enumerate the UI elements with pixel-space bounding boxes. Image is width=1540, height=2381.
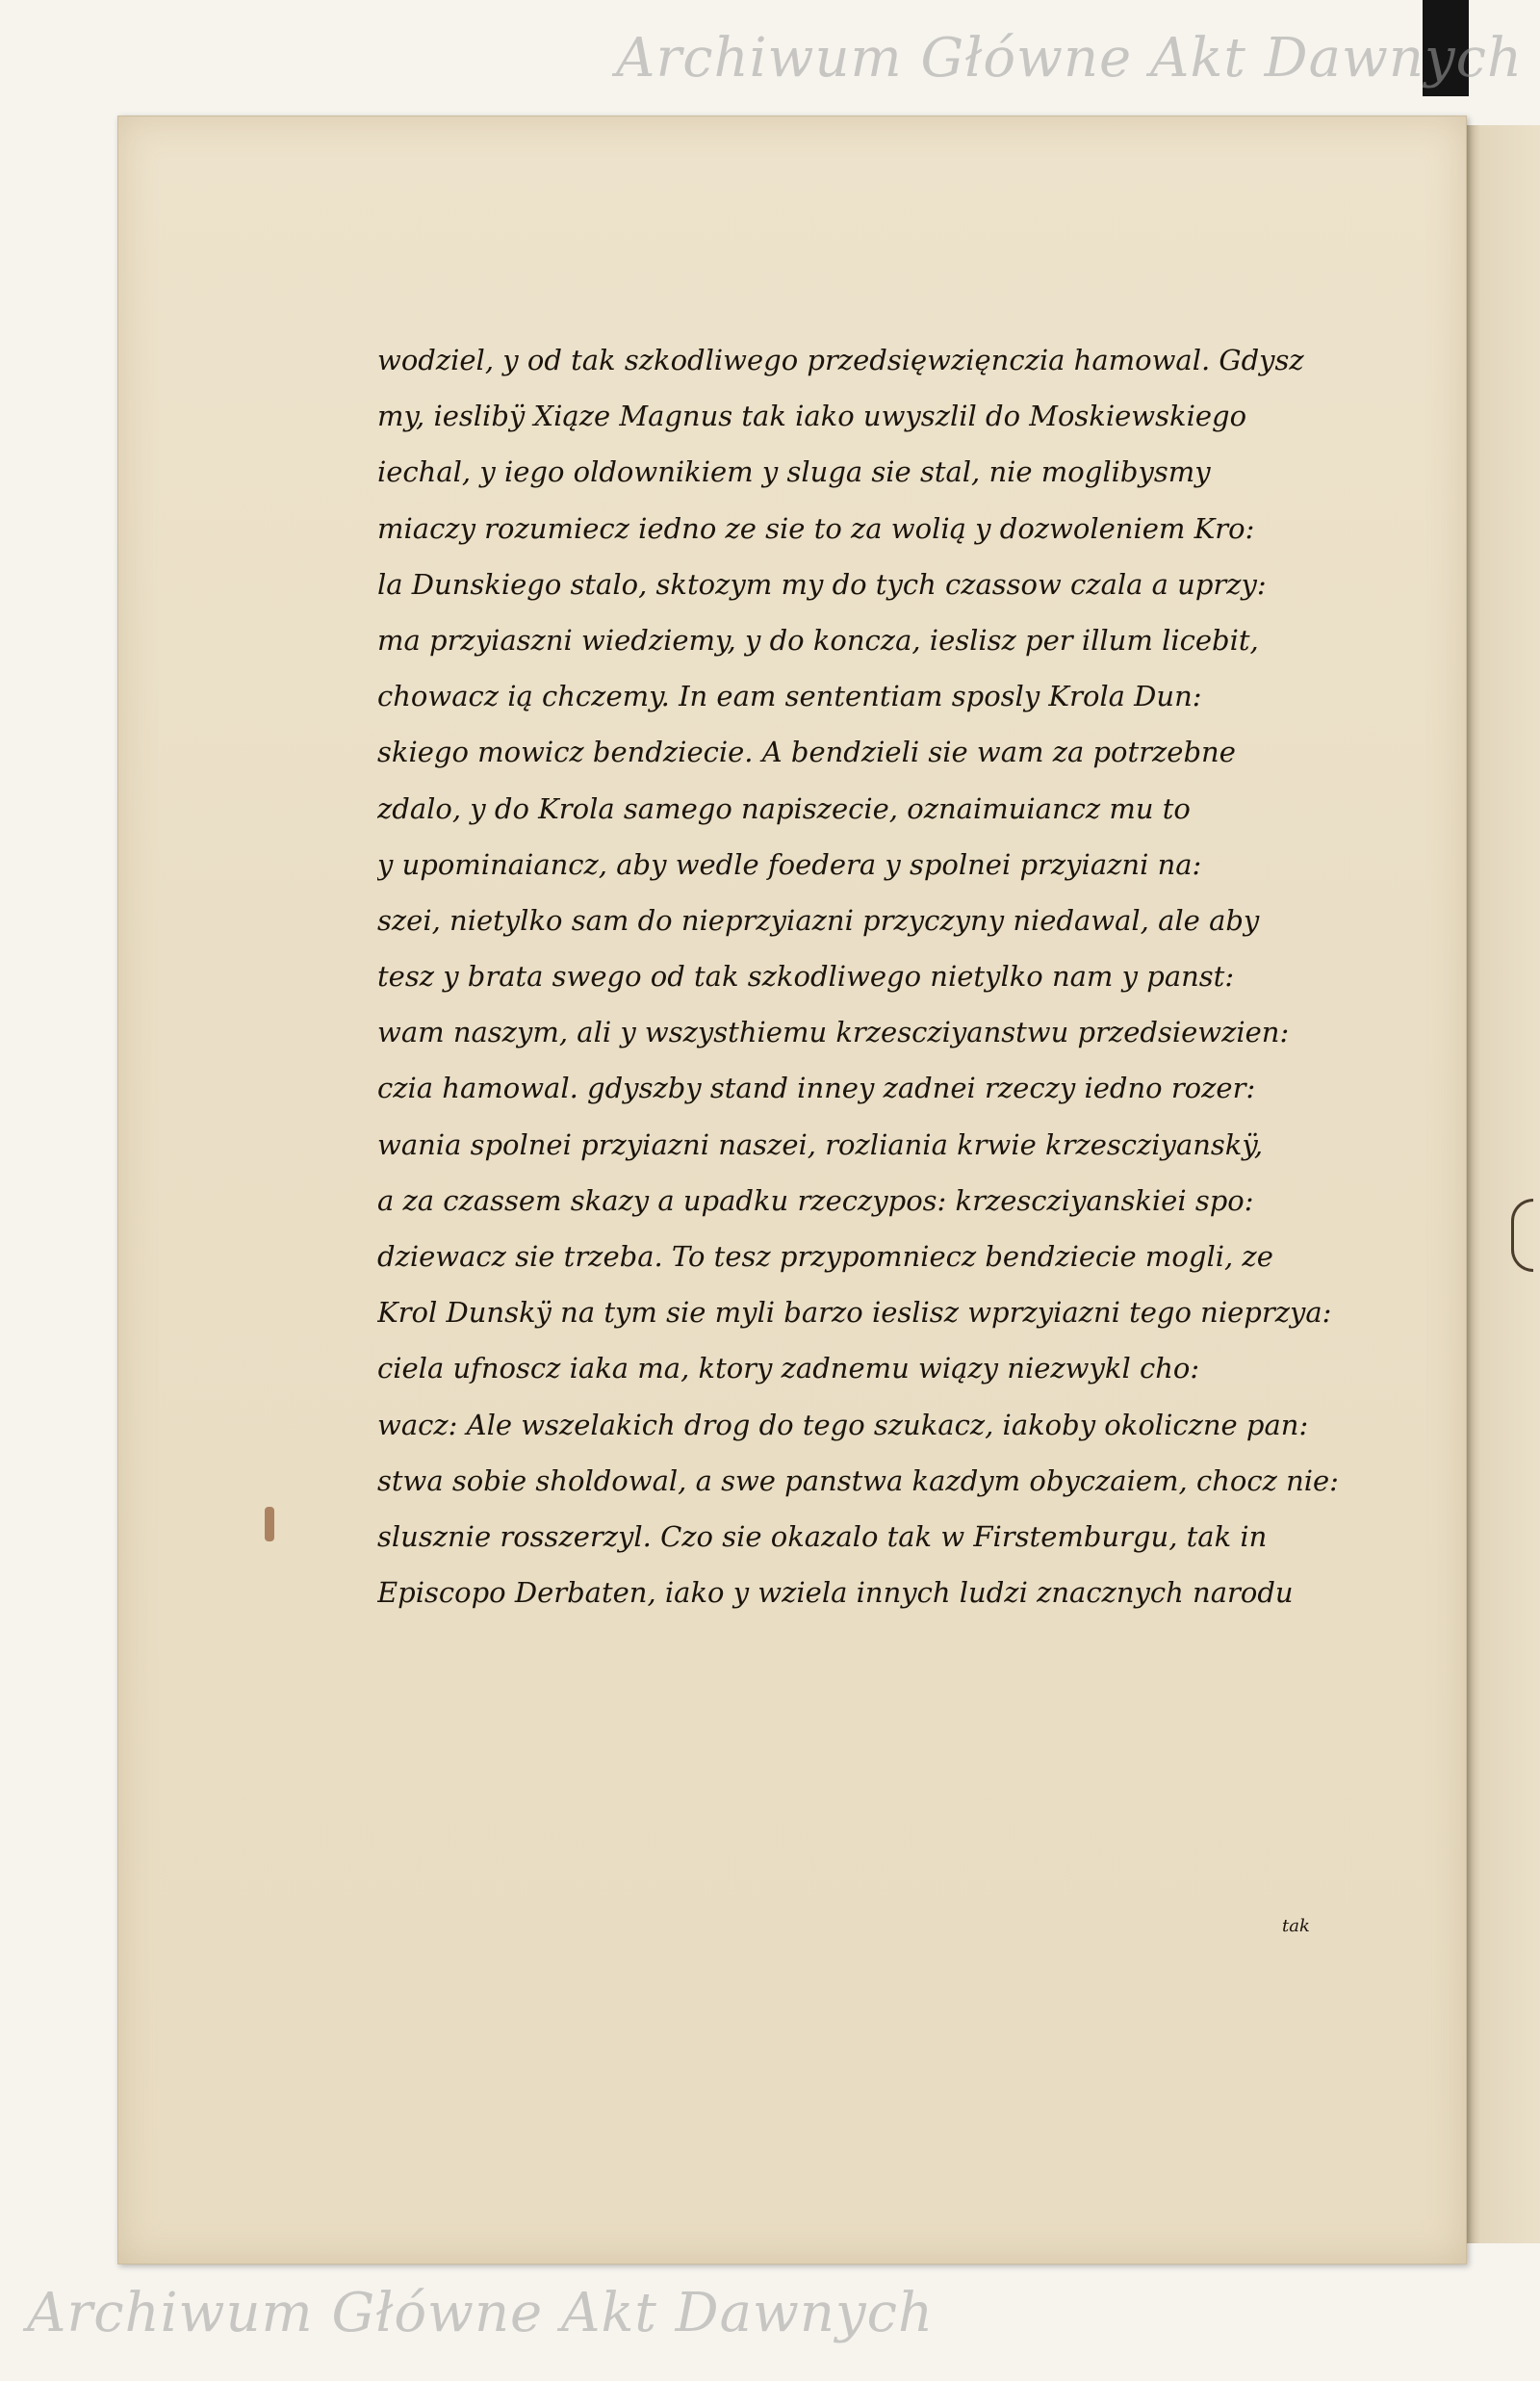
manuscript-text xyxy=(377,332,1388,1620)
text-line: stwa sobie sholdowal, a swe panstwa kazdym obyczaiem, chocz nie: xyxy=(377,1463,1339,1497)
text-line: wacz: Ale wszelakich drog do tego szukacz, iakoby okoliczne pan: xyxy=(377,1408,1309,1441)
text-line: Krol Dunskÿ na tym sie myli barzo ieslisz wprzyiazni tego nieprzya: xyxy=(377,1296,1332,1330)
text-line: my, ieslibÿ Xiąze Magnus tak iako uwyszlil do Moskiewskiego xyxy=(377,400,1247,433)
text-line: zdalo, y do Krola samego napiszecie, oznaimuiancz mu to xyxy=(377,791,1191,825)
text-line: Episcopo Derbaten, iako y wziela innych ludzi znacznych narodu xyxy=(377,1576,1294,1610)
text-line: ciela ufnoscz iaka ma, ktory zadnemu wiązy niezwykl cho: xyxy=(377,1352,1200,1385)
watermark-bottom: Archiwum Główne Akt Dawnych xyxy=(27,2282,935,2344)
text-line: slusznie rosszerzyl. Czo sie okazalo tak w Firstemburgu, tak in xyxy=(377,1519,1268,1553)
text-line: chowacz ią chczemy. In eam sententiam sposly Krola Dun: xyxy=(377,680,1202,713)
text-line: wodziel, y od tak szkodliwego przedsięwzięnczia hamowal. Gdysz xyxy=(377,344,1304,376)
text-line: a za czassem skazy a upadku rzeczypos: krzescziyanskiei spo: xyxy=(377,1183,1254,1217)
text-line: tesz y brata swego od tak szkodliwego nietylko nam y panst: xyxy=(377,960,1235,994)
ink-stain xyxy=(265,1507,274,1541)
text-line: la Dunskiego stalo, sktozym my do tych czassow czala a uprzy: xyxy=(377,567,1267,601)
text-line: wania spolnei przyiazni naszei, rozliania krwie krzescziyanskÿ, xyxy=(377,1127,1264,1161)
catchword: tak xyxy=(1282,1916,1310,1936)
text-line: miaczy rozumiecz iedno ze sie to za wolią y dozwoleniem Kro: xyxy=(377,511,1255,545)
text-line: dziewacz sie trzeba. To tesz przypomniecz bendziecie mogli, ze xyxy=(377,1240,1273,1273)
text-line: czia hamowal. gdyszby stand inney zadnei rzeczy iedno rozer: xyxy=(377,1072,1256,1105)
watermark-top: Archiwum Główne Akt Dawnych xyxy=(616,27,1524,90)
text-line: y upominaiancz, aby wedle foedera y spolnei przyiazni na: xyxy=(377,847,1202,881)
text-line: ma przyiaszni wiedziemy, y do koncza, ieslisz per illum licebit, xyxy=(377,623,1259,657)
text-line: wam naszym, ali y wszysthiemu krzescziyanstwu przedsiewzien: xyxy=(377,1016,1290,1049)
text-line: iechal, y iego oldownikiem y sluga sie stal, nie moglibysmy xyxy=(377,455,1211,489)
text-line: szei, nietylko sam do nieprzyiazni przyczyny niedawal, ale aby xyxy=(377,903,1260,937)
text-line: skiego mowicz bendziecie. A bendzieli sie wam za potrzebne xyxy=(377,736,1236,769)
ink-bleed-mark xyxy=(1511,1199,1533,1272)
facing-page-edge xyxy=(1463,125,1540,2243)
